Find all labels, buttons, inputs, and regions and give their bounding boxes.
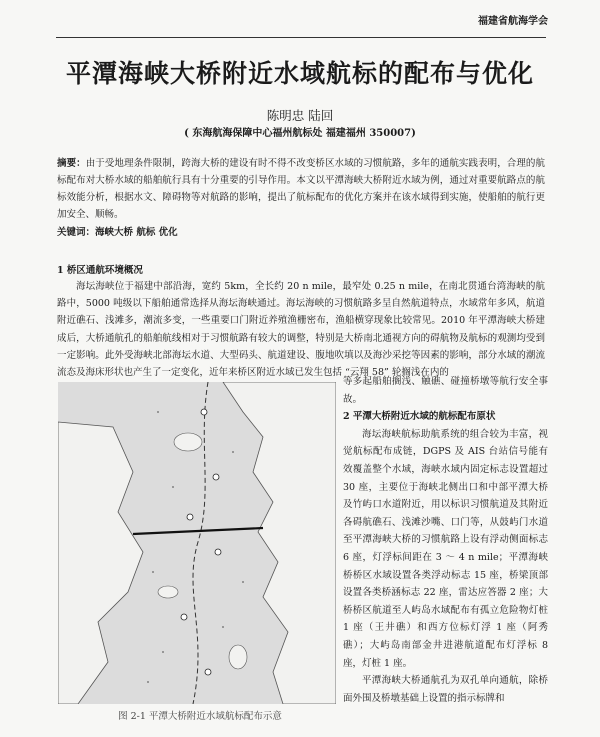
section1-continued: 等多起船舶搁浅、触礁、碰撞桥墩等航行安全事故。 xyxy=(343,376,548,405)
section1-body: 海坛海峡位于福建中部沿海，宽约 5km，全长约 20 n mile，最窄处 0.25 n mile，在南北贯通台湾海峡的航路中，5000 吨级以下船舶通常选择从海坛海峡通过。海坛海峡的习惯航路多呈自然航道特点，水域常年多风，航道附近礁石、浅滩多，潮流多变，一些重要口门附近养殖渔栅密布，渔船横穿现象比较常见。2010 年平潭海峡大桥建成后，大桥通航孔的船舶航线相对于习惯航路有较大的调整，特别是大桥南北通视方向的碍航物及航标的观测均受到一定影响。此外受海峡北部海坛水道、大型码头、航道建设、腹地吹填以及海沙采挖等因素的影响，部分水域的潮流流态及海床形状也产生了一定变化，近年来桥区附近水域已发生包括 “云翔 58” 轮搁浅在内的 xyxy=(57,281,545,379)
header-rule xyxy=(56,37,546,38)
journal-header: 福建省航海学会 xyxy=(478,16,548,27)
sounding-dot xyxy=(232,451,234,453)
navigation-aid-map xyxy=(58,382,336,704)
buoy xyxy=(213,474,219,480)
section2-heading: 2 平潭大桥附近水域的航标配布原状 xyxy=(343,411,496,423)
keywords-text: 海峡大桥 航标 优化 xyxy=(95,227,178,238)
keywords xyxy=(57,224,545,238)
buoy xyxy=(187,514,193,520)
islet xyxy=(174,433,202,451)
map-caption: 图 2-1 平潭大桥附近水域航标配布示意 xyxy=(118,711,282,722)
islet xyxy=(229,645,247,669)
abstract xyxy=(57,155,545,223)
buoy xyxy=(205,669,211,675)
abstract-label: 摘要： xyxy=(57,158,86,169)
sounding-dot xyxy=(172,486,174,488)
section2-paragraph-2: 平潭海峡大桥通航孔为双孔单向通航，除桥面外围及桥墩基础上设置的指示标牌和 xyxy=(343,675,548,704)
buoy xyxy=(215,549,221,555)
section2-paragraph-1: 海坛海峡航标助航系统的组合较为丰富，视觉航标配布成链，DGPS 及 AIS 台站信号能有效覆盖整个水域，海峡水域内固定标志设置超过 30 座，主要位于海峡北侧出口和中部平潭大桥及竹屿口水道附近，用以标识习惯航道及其附近各碍航礁石、浅滩沙嘴、口门等，从鼓屿门水道至平潭海峡大桥的习惯航路上设有浮动侧面标志 6 座，灯浮标间距在 3 ～ 4 n mile；平潭海峡桥桥区水域设置各类浮动标志 15 座，桥梁顶部设置各类桥涵标志 22 座，雷达应答器 2 座；大桥桥区航道至人屿岛水域配布有孤立危险物灯桩 1 座（王井礁）和西方位标灯浮 1 座（阿秀礁）；大屿岛南部金井进港航道配布灯浮标 8 座，灯桩 1 座。 xyxy=(343,428,548,669)
right-column xyxy=(343,373,548,707)
authors: 陈明忠 陆回 xyxy=(266,108,334,123)
sounding-dot xyxy=(157,411,159,413)
sounding-dot xyxy=(242,581,244,583)
sounding-dot xyxy=(152,571,154,573)
sounding-dot xyxy=(162,651,164,653)
buoy xyxy=(181,614,187,620)
sounding-dot xyxy=(222,626,224,628)
section1-heading: 1 桥区通航环境概况 xyxy=(57,265,143,276)
keywords-label: 关键词： xyxy=(57,227,96,238)
affiliation: ( 东海航海保障中心福州航标处 福建福州 350007) xyxy=(184,128,416,139)
paper-title: 平潭海峡大桥附近水域航标的配布与优化 xyxy=(65,59,534,88)
islet xyxy=(158,586,178,598)
buoy xyxy=(201,409,207,415)
abstract-text: 由于受地理条件限制，跨海大桥的建设有时不得不改变桥区水域的习惯航路，多年的通航实践表明，合理的航标配布对大桥水域的船舶航行具有十分重要的引导作用。本文以平潭海峡大桥附近水域为例，通过对重要航路点的航标效能分析，根据水文、障碍物等对航路的影响，提出了航标配布的优化方案并在该水域得到实施，使船舶的航行更加安全、顺畅。 xyxy=(57,158,545,220)
sounding-dot xyxy=(147,681,149,683)
